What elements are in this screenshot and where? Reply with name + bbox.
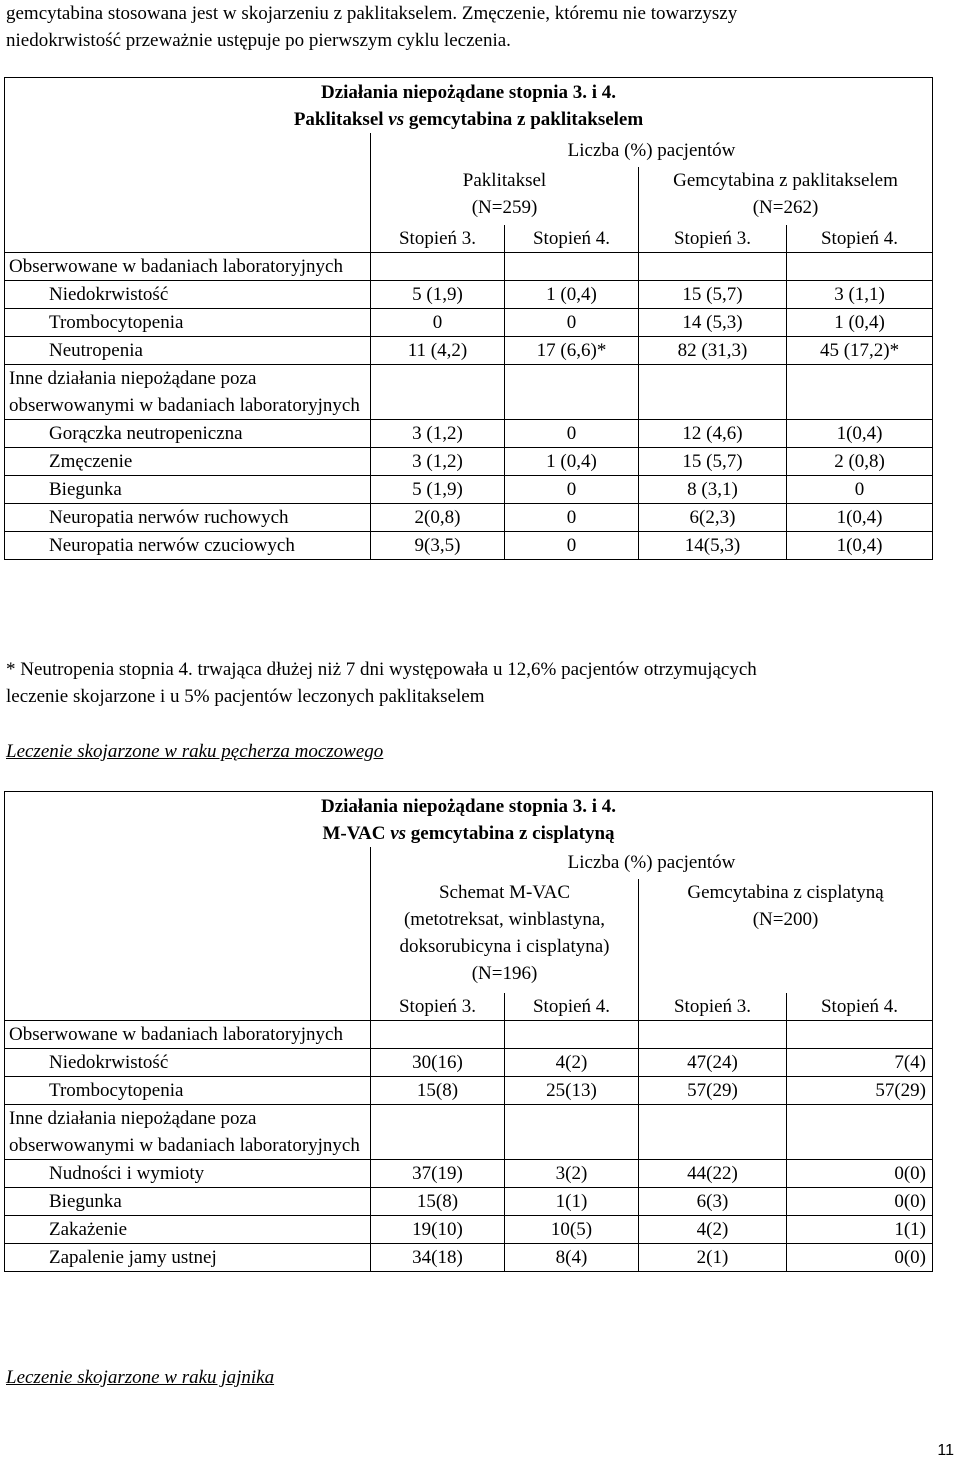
footnote-line-2: leczenie skojarzone i u 5% pacjentów leczonych paklitakselem xyxy=(6,686,485,707)
group-header-row xyxy=(5,847,933,879)
row-value: 9(3,5) xyxy=(371,532,505,560)
row-value: 12 (4,6) xyxy=(639,420,787,448)
arm-1-header xyxy=(371,167,639,221)
caption-prefix: Paklitaksel xyxy=(293,109,389,130)
caption-line-2 xyxy=(9,820,928,847)
arm-1-description: doksorubicyna i cisplatyna) xyxy=(399,936,610,957)
section-heading-bladder: Leczenie skojarzone w raku pęcherza moczowego xyxy=(6,741,384,762)
arm-2-n: (N=200) xyxy=(752,909,819,930)
arm-1-n: (N=196) xyxy=(471,963,538,984)
row-value: 1(1) xyxy=(787,1216,933,1244)
row-label: Gorączka neutropeniczna xyxy=(5,420,371,448)
row-label: Trombocytopenia xyxy=(5,309,371,337)
section-label: Obserwowane w badaniach laboratoryjnych xyxy=(5,253,371,281)
row-value: 0 xyxy=(787,476,933,504)
row-value: 8 (3,1) xyxy=(639,476,787,504)
intro-paragraph xyxy=(6,0,956,54)
row-label: Zmęczenie xyxy=(5,448,371,476)
row-value: 0 xyxy=(505,476,639,504)
row-value: 1 (0,4) xyxy=(505,448,639,476)
table-row xyxy=(5,448,933,476)
arm-2-header xyxy=(639,879,933,987)
row-label: Niedokrwistość xyxy=(5,281,371,309)
table-row xyxy=(5,1160,933,1188)
arm-1-header xyxy=(371,879,639,987)
row-value: 57(29) xyxy=(787,1077,933,1105)
row-value: 2 (0,8) xyxy=(787,448,933,476)
row-value: 44(22) xyxy=(639,1160,787,1188)
grade-header: Stopień 4. xyxy=(787,225,933,253)
row-value: 2(1) xyxy=(639,1244,787,1272)
row-label: Biegunka xyxy=(5,1188,371,1216)
row-value: 3(2) xyxy=(505,1160,639,1188)
row-value: 3 (1,2) xyxy=(371,448,505,476)
table-row xyxy=(5,309,933,337)
row-value: 5 (1,9) xyxy=(371,281,505,309)
arm-2-n: (N=262) xyxy=(752,197,819,218)
table-caption-row xyxy=(5,78,933,134)
row-label: Neutropenia xyxy=(5,337,371,365)
row-value: 1(1) xyxy=(505,1188,639,1216)
row-label: Biegunka xyxy=(5,476,371,504)
row-value: 47(24) xyxy=(639,1049,787,1077)
row-value: 34(18) xyxy=(371,1244,505,1272)
table-row xyxy=(5,476,933,504)
table-row xyxy=(5,532,933,560)
arm-1-description: (metotreksat, winblastyna, xyxy=(403,909,606,930)
row-value: 6(2,3) xyxy=(639,504,787,532)
lab-rows xyxy=(5,281,933,365)
table-caption-row xyxy=(5,792,933,848)
section-row-other xyxy=(5,365,933,420)
row-value: 15(8) xyxy=(371,1188,505,1216)
row-value: 0(0) xyxy=(787,1244,933,1272)
row-value: 37(19) xyxy=(371,1160,505,1188)
group-header: Liczba (%) pacjentów xyxy=(371,847,933,879)
row-value: 4(2) xyxy=(505,1049,639,1077)
row-value: 4(2) xyxy=(639,1216,787,1244)
row-value: 1(0,4) xyxy=(787,532,933,560)
intro-line-1: gemcytabina stosowana jest w skojarzeniu z paklitakselem. Zmęczenie, któremu nie towarzyszy xyxy=(6,3,738,24)
grade-header: Stopień 4. xyxy=(505,225,639,253)
table-row xyxy=(5,1049,933,1077)
row-value: 0 xyxy=(371,309,505,337)
section-heading-ovarian: Leczenie skojarzone w raku jajnika xyxy=(6,1367,275,1388)
row-label: Zakażenie xyxy=(5,1216,371,1244)
arm-2-name: Gemcytabina z paklitakselem xyxy=(673,170,898,191)
row-label: Nudności i wymioty xyxy=(5,1160,371,1188)
row-value: 3 (1,2) xyxy=(371,420,505,448)
footnote xyxy=(6,656,956,710)
other-rows xyxy=(5,1160,933,1272)
arm-1-name: Schemat M-VAC xyxy=(438,882,571,903)
section-row-other xyxy=(5,1105,933,1160)
table-caption xyxy=(5,792,933,848)
table-row xyxy=(5,504,933,532)
table-caption xyxy=(5,78,933,134)
row-value: 0 xyxy=(505,532,639,560)
row-value: 10(5) xyxy=(505,1216,639,1244)
grade-header: Stopień 3. xyxy=(639,993,787,1021)
page-number: 11 xyxy=(937,1442,954,1459)
grade-header: Stopień 3. xyxy=(639,225,787,253)
caption-prefix: M-VAC xyxy=(322,823,391,844)
caption-suffix: gemcytabina z cisplatyną xyxy=(406,823,615,844)
caption-line-1: Działania niepożądane stopnia 3. i 4. xyxy=(320,82,617,103)
row-value: 11 (4,2) xyxy=(371,337,505,365)
row-value: 0 xyxy=(505,309,639,337)
row-value: 8(4) xyxy=(505,1244,639,1272)
grade-header: Stopień 4. xyxy=(505,993,639,1021)
section-row-lab xyxy=(5,253,933,281)
section-label: Inne działania niepożądane poza obserwowanymi w badaniach laboratoryjnych xyxy=(5,365,371,420)
row-value: 25(13) xyxy=(505,1077,639,1105)
caption-line-2 xyxy=(9,106,928,133)
section-label: Inne działania niepożądane poza obserwowanymi w badaniach laboratoryjnych xyxy=(5,1105,371,1160)
group-header-row xyxy=(5,133,933,167)
row-label: Neuropatia nerwów ruchowych xyxy=(5,504,371,532)
row-value: 82 (31,3) xyxy=(639,337,787,365)
row-label: Neuropatia nerwów czuciowych xyxy=(5,532,371,560)
caption-vs: vs xyxy=(390,823,407,844)
row-value: 15 (5,7) xyxy=(639,448,787,476)
row-value: 15 (5,7) xyxy=(639,281,787,309)
grade-header: Stopień 3. xyxy=(371,225,505,253)
adverse-events-table-mvac xyxy=(4,791,933,1272)
row-value: 17 (6,6)* xyxy=(505,337,639,365)
row-value: 1 (0,4) xyxy=(787,309,933,337)
row-value: 1(0,4) xyxy=(787,504,933,532)
arm-2-name: Gemcytabina z cisplatyną xyxy=(687,882,884,903)
other-rows xyxy=(5,420,933,560)
lab-rows xyxy=(5,1049,933,1105)
table-row xyxy=(5,1244,933,1272)
row-value: 57(29) xyxy=(639,1077,787,1105)
caption-vs: vs xyxy=(388,109,405,130)
row-value: 19(10) xyxy=(371,1216,505,1244)
caption-suffix: gemcytabina z paklitakselem xyxy=(404,109,644,130)
table-row xyxy=(5,1216,933,1244)
row-label: Trombocytopenia xyxy=(5,1077,371,1105)
row-value: 1 (0,4) xyxy=(505,281,639,309)
grade-header: Stopień 4. xyxy=(787,993,933,1021)
table-row xyxy=(5,1188,933,1216)
arm-1-name: Paklitaksel xyxy=(462,170,547,191)
row-value: 0 xyxy=(505,420,639,448)
intro-line-2: niedokrwistość przeważnie ustępuje po pierwszym cyklu leczenia. xyxy=(6,30,511,51)
table-row xyxy=(5,1077,933,1105)
grade-header: Stopień 3. xyxy=(371,993,505,1021)
table-row xyxy=(5,420,933,448)
caption-line-1: Działania niepożądane stopnia 3. i 4. xyxy=(320,796,617,817)
row-value: 7(4) xyxy=(787,1049,933,1077)
adverse-events-table-paclitaxel xyxy=(4,77,933,560)
row-value: 5 (1,9) xyxy=(371,476,505,504)
footnote-line-1: * Neutropenia stopnia 4. trwająca dłużej niż 7 dni występowała u 12,6% pacjentów otrzymujących xyxy=(6,659,757,680)
row-value: 0 xyxy=(505,504,639,532)
row-value: 0(0) xyxy=(787,1160,933,1188)
row-value: 6(3) xyxy=(639,1188,787,1216)
section-row-lab xyxy=(5,1021,933,1049)
row-value: 14 (5,3) xyxy=(639,309,787,337)
row-value: 45 (17,2)* xyxy=(787,337,933,365)
row-value: 3 (1,1) xyxy=(787,281,933,309)
row-value: 30(16) xyxy=(371,1049,505,1077)
group-header: Liczba (%) pacjentów xyxy=(371,133,933,167)
arm-2-header xyxy=(639,167,933,221)
row-value: 14(5,3) xyxy=(639,532,787,560)
table-row xyxy=(5,281,933,309)
row-value: 2(0,8) xyxy=(371,504,505,532)
section-label: Obserwowane w badaniach laboratoryjnych xyxy=(5,1021,371,1049)
row-value: 1(0,4) xyxy=(787,420,933,448)
row-label: Zapalenie jamy ustnej xyxy=(5,1244,371,1272)
row-value: 15(8) xyxy=(371,1077,505,1105)
arm-1-n: (N=259) xyxy=(471,197,538,218)
table-row xyxy=(5,337,933,365)
row-value: 0(0) xyxy=(787,1188,933,1216)
row-label: Niedokrwistość xyxy=(5,1049,371,1077)
